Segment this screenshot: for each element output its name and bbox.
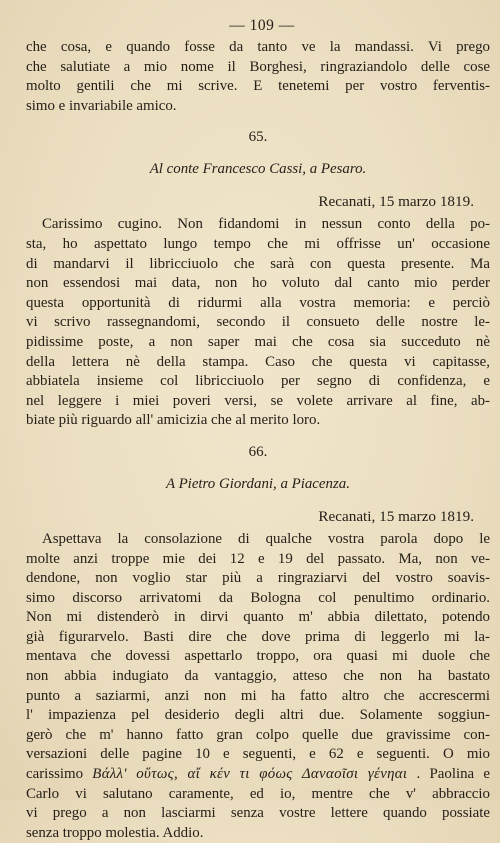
text-line: Non mi distenderò in dirvi quanto m' abbia dilettato, potendo — [26, 609, 490, 626]
letter-body — [26, 215, 490, 431]
text-line: sta, ho aspettato lungo tempo che mi offrisse un' occasione — [26, 235, 490, 252]
text-line: mentava che dovessi aspettarlo troppo, ora quasi mi duole che — [26, 648, 490, 665]
text-line: Carlo vi salutano caramente, ed io, mentre che v' abbraccio — [26, 785, 490, 802]
text-line: già figurarvelo. Basti dire che dove prima di leggerlo mi la- — [26, 628, 490, 645]
text-line: questa opportunità di ridurmi alla vostra memoria: e perciò — [26, 294, 490, 311]
text-line: senza troppo molestia. Addio. — [26, 824, 204, 841]
text-line: gerò che m' hanno fatto gran colpo quelle due gravissime con- — [26, 726, 490, 743]
text-line: che salutiate a mio nome il Borghesi, ringraziandolo delle cose — [26, 58, 490, 75]
text-line: vi scrivo rassegnandomi, secondo il consueto delle nostre le- — [26, 314, 490, 331]
text-line: che cosa, e quando fosse da tanto ve la mandassi. Vi prego — [26, 39, 490, 55]
book-page — [26, 14, 490, 843]
text-line: non essendosi mai data, non ho voluto dal canto mio perder — [26, 275, 490, 292]
text-line: l' impazienza pel desiderio degli altri due. Solamente soggiun- — [26, 707, 490, 724]
text-line: versazioni delle pagine 10 e seguenti, e 62 e seguenti. O mio — [26, 746, 490, 763]
text-line: punto a saziarmi, anzi non mi ha fatto altro che accrescermi — [26, 687, 490, 704]
letter-dateline: Recanati, 15 marzo 1819. — [318, 193, 474, 211]
text-line: simo discorso arrivatomi da Bologna col penultimo ordinario. — [26, 589, 490, 606]
text-line: pidissime poste, a non saper mai che cosa sia succeduto nè — [26, 333, 490, 350]
letter-number: 65. — [248, 129, 268, 146]
text-line: Aspettava la consolazione di qualche vostra parola dopo le — [42, 530, 490, 547]
letter-recipient: A Pietro Giordani, a Piacenza. — [166, 475, 350, 492]
text-line: non abbia indugiato da vantaggio, atteso che non ha bastato — [26, 668, 490, 685]
text-line: della lettera nè della stampa. Caso che questa vi capitasse, — [26, 353, 490, 370]
text-line: molto gentili che mi scrive. E tenetemi per vostro ferventis- — [26, 78, 490, 95]
text-fragment: . Paolina e — [407, 766, 490, 783]
letter-number: 66. — [248, 443, 268, 460]
letter-recipient: Al conte Francesco Cassi, a Pesaro. — [149, 161, 367, 178]
letter-body — [26, 530, 490, 843]
text-line: Carissimo cugino. Non fidandomi in nessun conto della po- — [42, 216, 490, 233]
text-line: simo e invariabile amico. — [26, 97, 177, 114]
text-line: vi prego a non lasciarmi senza vostre lettere quando possiate — [26, 805, 490, 822]
text-line: di mandarvi il libricciuolo che sarà con questa presente. Ma — [26, 255, 490, 272]
greek-quote-line — [26, 765, 490, 785]
text-line: abbiatela insieme col libricciuolo per segno di confidenza, e — [26, 373, 490, 390]
greek-quotation: Βάλλ' οὕτως, αἴ κέν τι φόως Δαναοῖσι γένηαι — [92, 766, 408, 783]
text-line: dendone, non voglio star più a ringraziarvi del vostro soavis- — [26, 570, 490, 587]
text-line: nel leggere i miei poveri versi, se volete arrivare al fine, ab- — [26, 392, 490, 409]
text-line: molte anzi troppe mie dei 12 e 19 del passato. Ma, non ve- — [26, 550, 490, 567]
text-line: biate più riguardo all' amicizia che al merito loro. — [26, 412, 321, 429]
letter-dateline: Recanati, 15 marzo 1819. — [318, 507, 474, 525]
text-fragment: carissimo — [26, 766, 93, 783]
opening-paragraph — [26, 38, 490, 116]
page-number: — 109 — — [229, 17, 295, 34]
